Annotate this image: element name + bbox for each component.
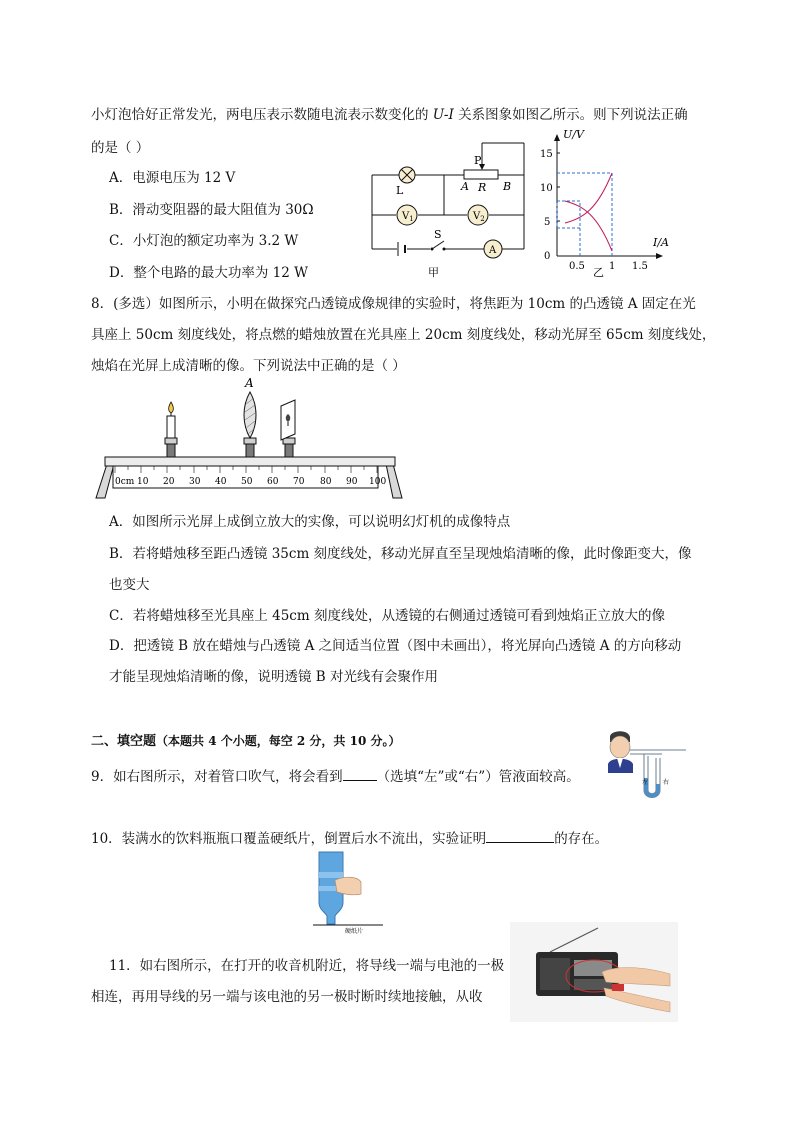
lens-label-a: A (245, 376, 254, 390)
ytick-15: 15 (540, 149, 553, 160)
q8-line1: 8．(多选）如图所示，小明在做探究凸透镜成像规律的实验时，将焦距为 10cm 的凸透镜 A 固定在光 (91, 296, 696, 312)
battery-small-icon (612, 984, 624, 991)
x-axis-arrow (656, 253, 663, 259)
q7-line2: 的是（ ） (91, 140, 150, 156)
q7-line1-post: 关系图象如图乙所示。则下列说法正确 (453, 107, 688, 123)
q11-line2: 相连，再用导线的另一端与该电池的另一极时断时续地接触，从收 (91, 989, 483, 1005)
u-tube-figure (602, 728, 697, 806)
bench-leg-right (386, 464, 402, 498)
graph-xlabel: I/A (653, 236, 669, 249)
label-r: R (478, 181, 487, 194)
curve-rising (565, 173, 612, 223)
q8-option-d: D．把透镜 B 放在蜡烛与凸透镜 A 之间适当位置（图中未画出），将光屏向凸透镜 A 的方向移动 (109, 638, 682, 654)
q7-option-b: B．滑动变阻器的最大阻值为 30Ω (109, 202, 314, 218)
q11-line1: 11．如右图所示，在打开的收音机附近，将导线一端与电池的一极 (109, 958, 505, 974)
convex-lens-icon (244, 392, 256, 457)
label-v1: $V_1$ (402, 211, 414, 223)
label-s: S (434, 228, 442, 241)
label-b-end: B (503, 180, 512, 193)
scale-label-80: 80 (320, 477, 332, 487)
scale-label-20: 20 (163, 477, 175, 487)
label-l: L (396, 184, 404, 197)
u-tube-icon (644, 754, 660, 798)
label-p: P (474, 154, 482, 167)
rheostat (464, 170, 498, 179)
optical-bench (95, 372, 405, 500)
q10-pre: 10．装满水的饮料瓶瓶口覆盖硬纸片，倒置后水不流出，实验证明 (91, 831, 487, 847)
battery-icon (398, 242, 405, 256)
graph-ylabel: U/V (563, 128, 584, 141)
q10-post: 的存在。 (554, 831, 609, 847)
label-a-end: A (461, 180, 469, 193)
scale-label-50: 50 (241, 477, 253, 487)
q8-option-c: C．若将蜡烛移至光具座上 45cm 刻度线处，从透镜的右侧通过透镜可看到烛焰正立放大的像 (109, 608, 665, 624)
circuit-diagram (360, 138, 535, 280)
q8-option-d-cont: 才能呈现烛焰清晰的像，说明透镜 B 对光线有会聚作用 (109, 669, 439, 685)
bottle-figure (305, 850, 395, 934)
ytick-0: 0 (544, 251, 551, 262)
scale-label-10: 10 (137, 477, 149, 487)
xtick-1: 1 (609, 261, 616, 272)
section-heading-note: （本题共 4 个小题，每空 2 分，共 10 分。） (156, 734, 401, 748)
scale-label-100: 100 (369, 477, 387, 487)
q8-option-b: B．若将蜡烛移至距凸透镜 35cm 刻度线处，移动光屏直至呈现烛焰清晰的像，此时像距变大，像 (109, 546, 692, 562)
q9-pre: 9．如右图所示，对着管口吹气，将会看到 (91, 769, 343, 785)
section-heading (91, 730, 400, 749)
scale-label-0: 0cm (115, 477, 135, 487)
q9-answer-blank[interactable] (343, 767, 377, 781)
q7-ui-label: U-I (432, 107, 454, 123)
fig-label-right: 右 (663, 779, 670, 786)
bench-leg-left (96, 464, 114, 498)
q10-answer-blank[interactable] (486, 829, 554, 843)
ui-graph (535, 128, 685, 278)
radio-figure (510, 922, 678, 1022)
bench-rail (105, 457, 395, 466)
label-ammeter: A (489, 245, 497, 256)
screen-icon (281, 400, 295, 457)
hand-icon (335, 877, 361, 895)
caption-jia: 甲 (428, 266, 439, 279)
scale-label-40: 40 (215, 477, 227, 487)
ytick-5: 5 (544, 217, 551, 228)
q7-option-d: D．整个电路的最大功率为 12 W (109, 265, 308, 281)
q7-option-a: A．电源电压为 12 V (109, 170, 236, 186)
lamp-icon (399, 167, 415, 183)
section-heading-main: 二、填空题 (91, 734, 157, 749)
switch-icon (431, 241, 446, 251)
q9-post: （选填“左”或“右”）管液面较高。 (376, 769, 580, 785)
q7-option-c: C．小灯泡的额定功率为 3.2 W (109, 233, 299, 249)
q8-line3: 烛焰在光屏上成清晰的像。下列说法中正确的是（ ） (91, 358, 406, 374)
fig-label-card: 硬纸片 (345, 928, 364, 934)
caption-yi: 乙 (593, 266, 604, 278)
fig-label-left: 左 (642, 779, 649, 786)
curve-falling (565, 201, 612, 251)
scale-label-30: 30 (189, 477, 201, 487)
ytick-10: 10 (540, 183, 553, 194)
q8-line2: 具座上 50cm 刻度线处，将点燃的蜡烛放置在光具座上 20cm 刻度线处，移动光屏至 65cm 刻度线处， (91, 327, 716, 343)
scale-label-90: 90 (346, 477, 358, 487)
scale-label-60: 60 (267, 477, 279, 487)
candle-icon (165, 402, 177, 457)
q9-text (91, 765, 580, 785)
q10-text (91, 827, 608, 847)
label-v2: $V_2$ (473, 211, 485, 223)
xtick-1-5: 1.5 (632, 261, 648, 272)
q8-option-a: A．如图所示光屏上成倒立放大的实像，可以说明幻灯机的成像特点 (109, 514, 511, 530)
q8-option-b-cont: 也变大 (109, 577, 150, 593)
q7-line1-pre: 小灯泡恰好正常发光，两电压表示数随电流表示数变化的 (91, 107, 433, 123)
y-axis-arrow (554, 134, 560, 141)
scale-label-70: 70 (293, 477, 305, 487)
person-icon (608, 731, 633, 773)
xtick-0-5: 0.5 (569, 261, 585, 272)
q7-line1 (91, 103, 688, 123)
